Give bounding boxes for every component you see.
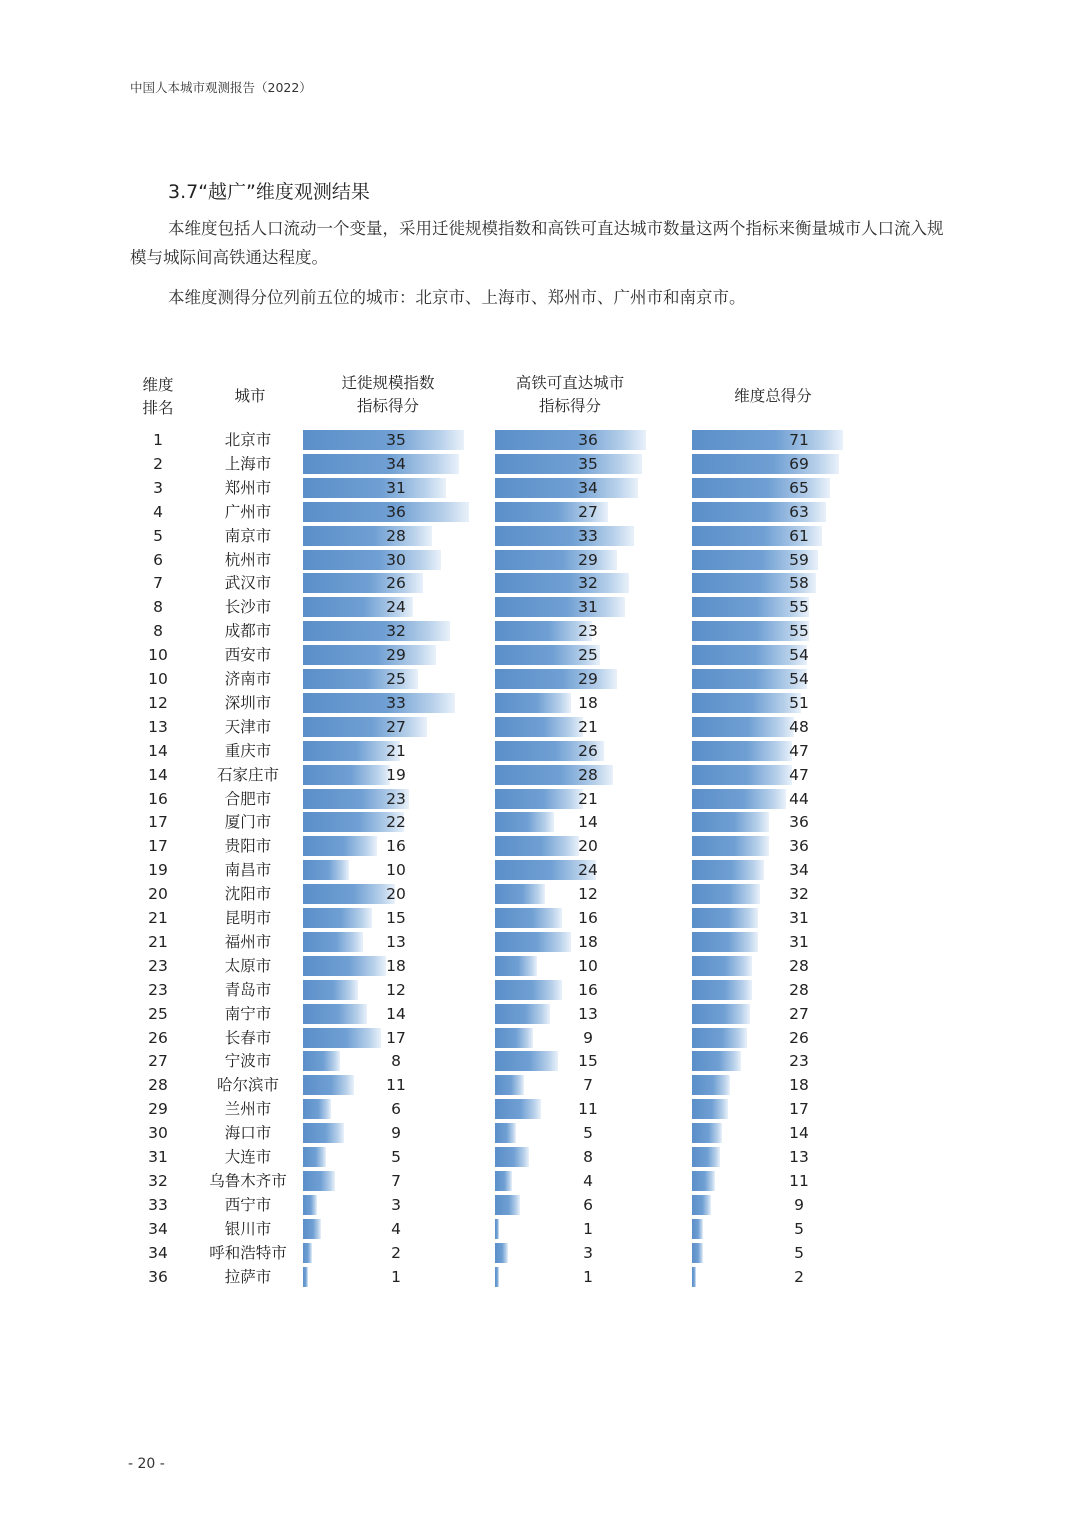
rail-bar bbox=[495, 1243, 508, 1263]
migration-value: 18 bbox=[386, 956, 406, 975]
total-bar bbox=[692, 1051, 741, 1071]
rail-bar bbox=[495, 1123, 516, 1143]
rank-cell: 30 bbox=[148, 1124, 168, 1143]
table-row bbox=[0, 930, 1080, 954]
total-value: 69 bbox=[789, 454, 809, 473]
table-row bbox=[0, 906, 1080, 930]
rail-value: 16 bbox=[578, 909, 598, 927]
rail-bar bbox=[495, 1195, 520, 1215]
total-value: 34 bbox=[789, 861, 809, 880]
header-rail-line1: 高铁可直达城市 bbox=[515, 374, 625, 392]
city-cell: 重庆市 bbox=[224, 741, 272, 760]
intro-paragraph: 本维度包括人口流动一个变量，采用迁徙规模指数和高铁可直达城市数量这两个指标来衡量城市人口流入规模与城际间高铁通达程度。 bbox=[130, 219, 944, 267]
total-value: 54 bbox=[789, 670, 809, 688]
migration-value: 7 bbox=[391, 1171, 401, 1190]
city-cell: 拉萨市 bbox=[224, 1267, 272, 1286]
migration-value: 10 bbox=[386, 861, 406, 880]
rail-bar bbox=[495, 1219, 499, 1239]
rail-value: 34 bbox=[578, 478, 598, 497]
total-bar bbox=[692, 1219, 703, 1239]
city-cell: 银川市 bbox=[224, 1219, 272, 1238]
migration-bar bbox=[303, 1147, 326, 1167]
header-rank-line1: 维度 bbox=[142, 376, 174, 394]
total-value: 13 bbox=[789, 1148, 809, 1166]
migration-value: 27 bbox=[386, 717, 406, 736]
city-cell: 天津市 bbox=[224, 717, 272, 736]
table-row bbox=[0, 882, 1080, 906]
rank-cell: 36 bbox=[148, 1267, 168, 1286]
rail-bar bbox=[495, 980, 562, 1000]
total-value: 51 bbox=[789, 693, 809, 712]
rail-value: 25 bbox=[578, 646, 598, 665]
city-cell: 厦门市 bbox=[224, 813, 272, 832]
city-cell: 北京市 bbox=[224, 431, 272, 449]
migration-value: 2 bbox=[391, 1243, 401, 1262]
total-bar bbox=[692, 980, 752, 1000]
migration-value: 24 bbox=[386, 598, 406, 617]
rail-value: 31 bbox=[578, 598, 598, 617]
table-row bbox=[0, 715, 1080, 739]
city-cell: 南京市 bbox=[224, 526, 272, 545]
total-bar bbox=[692, 1004, 750, 1024]
migration-bar bbox=[303, 1099, 331, 1119]
rail-value: 27 bbox=[578, 502, 598, 521]
header-migration-line2: 指标得分 bbox=[356, 397, 419, 415]
city-cell: 宁波市 bbox=[224, 1052, 272, 1071]
rail-bar bbox=[495, 884, 545, 904]
migration-value: 11 bbox=[386, 1076, 406, 1095]
migration-bar bbox=[303, 1219, 321, 1239]
migration-value: 6 bbox=[391, 1100, 401, 1119]
rank-cell: 21 bbox=[148, 909, 168, 927]
total-value: 28 bbox=[789, 956, 809, 975]
rank-cell: 34 bbox=[148, 1219, 168, 1238]
table-row bbox=[0, 1026, 1080, 1050]
city-cell: 贵阳市 bbox=[224, 837, 272, 856]
total-bar bbox=[692, 932, 758, 952]
city-cell: 郑州市 bbox=[224, 478, 272, 497]
city-cell: 长沙市 bbox=[224, 598, 272, 617]
total-value: 18 bbox=[789, 1076, 809, 1095]
section-title: 3.7“越广”维度观测结果 bbox=[168, 181, 370, 203]
total-value: 61 bbox=[789, 526, 809, 545]
total-value: 63 bbox=[789, 502, 809, 521]
city-cell: 石家庄市 bbox=[216, 765, 279, 784]
migration-value: 30 bbox=[386, 550, 406, 569]
total-value: 27 bbox=[789, 1004, 809, 1023]
total-value: 5 bbox=[794, 1219, 804, 1238]
rail-value: 36 bbox=[578, 431, 598, 449]
rail-bar bbox=[495, 1004, 550, 1024]
rail-value: 10 bbox=[578, 956, 598, 975]
city-cell: 南昌市 bbox=[224, 861, 272, 880]
rank-cell: 3 bbox=[153, 478, 163, 497]
table-row bbox=[0, 500, 1080, 524]
rail-bar bbox=[495, 1147, 529, 1167]
total-value: 65 bbox=[789, 478, 809, 497]
rank-cell: 5 bbox=[153, 526, 163, 545]
table-row bbox=[0, 858, 1080, 882]
table-row bbox=[0, 476, 1080, 500]
total-bar bbox=[692, 908, 758, 928]
migration-value: 12 bbox=[386, 980, 406, 999]
table-row bbox=[0, 1097, 1080, 1121]
rail-value: 20 bbox=[578, 837, 598, 856]
total-value: 36 bbox=[789, 813, 809, 832]
top-five-paragraph: 本维度测得分位列前五位的城市：北京市、上海市、郑州市、广州市和南京市。 bbox=[168, 288, 746, 307]
rank-cell: 23 bbox=[148, 980, 168, 999]
rank-cell: 17 bbox=[148, 813, 168, 832]
rail-value: 16 bbox=[578, 980, 598, 999]
rank-cell: 14 bbox=[148, 765, 168, 784]
rank-cell: 8 bbox=[153, 622, 163, 641]
rail-value: 32 bbox=[578, 574, 598, 593]
total-bar bbox=[692, 1123, 722, 1143]
table-row bbox=[0, 619, 1080, 643]
migration-value: 35 bbox=[386, 431, 406, 449]
total-value: 36 bbox=[789, 837, 809, 856]
running-header: 中国人本城市观测报告（2022） bbox=[130, 80, 312, 95]
table-row bbox=[0, 739, 1080, 763]
table-row bbox=[0, 452, 1080, 476]
rail-value: 24 bbox=[578, 861, 598, 880]
rail-bar bbox=[495, 1267, 499, 1287]
rail-bar bbox=[495, 1171, 512, 1191]
migration-bar bbox=[303, 932, 363, 952]
migration-value: 25 bbox=[386, 670, 406, 688]
migration-bar bbox=[303, 1171, 335, 1191]
table-row bbox=[0, 691, 1080, 715]
migration-value: 15 bbox=[386, 909, 406, 927]
total-value: 31 bbox=[789, 932, 809, 951]
table-row bbox=[0, 1049, 1080, 1073]
rail-bar bbox=[495, 1075, 524, 1095]
table-row bbox=[0, 643, 1080, 667]
total-value: 54 bbox=[789, 646, 809, 665]
rail-value: 1 bbox=[583, 1219, 593, 1238]
migration-bar bbox=[303, 836, 377, 856]
rank-cell: 14 bbox=[148, 741, 168, 760]
city-cell: 济南市 bbox=[224, 670, 272, 688]
rail-bar bbox=[495, 1028, 533, 1048]
rank-cell: 1 bbox=[153, 431, 163, 449]
city-cell: 昆明市 bbox=[224, 909, 272, 927]
migration-value: 22 bbox=[386, 813, 406, 832]
table-row bbox=[0, 595, 1080, 619]
rail-value: 18 bbox=[578, 693, 598, 712]
rank-cell: 4 bbox=[153, 502, 163, 521]
migration-value: 5 bbox=[391, 1148, 401, 1166]
total-bar bbox=[692, 1028, 747, 1048]
total-bar bbox=[692, 1195, 711, 1215]
total-bar bbox=[692, 884, 760, 904]
rail-bar bbox=[495, 693, 571, 713]
migration-value: 17 bbox=[386, 1028, 406, 1047]
total-value: 28 bbox=[789, 980, 809, 999]
migration-bar bbox=[303, 860, 349, 880]
migration-value: 13 bbox=[386, 932, 406, 951]
table-row bbox=[0, 1169, 1080, 1193]
city-cell: 合肥市 bbox=[224, 789, 272, 808]
rail-value: 11 bbox=[578, 1100, 598, 1119]
city-cell: 武汉市 bbox=[224, 574, 272, 593]
migration-bar bbox=[303, 1075, 354, 1095]
city-cell: 杭州市 bbox=[224, 550, 272, 569]
total-value: 47 bbox=[789, 741, 809, 760]
migration-value: 21 bbox=[386, 741, 406, 760]
total-value: 44 bbox=[789, 789, 809, 808]
migration-value: 14 bbox=[386, 1004, 406, 1023]
rail-value: 23 bbox=[578, 622, 598, 641]
rail-bar bbox=[495, 908, 562, 928]
total-bar bbox=[692, 1243, 703, 1263]
total-value: 48 bbox=[789, 717, 809, 736]
total-bar bbox=[692, 1147, 720, 1167]
table-row bbox=[0, 1265, 1080, 1289]
rail-bar bbox=[495, 956, 537, 976]
rank-cell: 6 bbox=[153, 550, 163, 569]
city-cell: 太原市 bbox=[224, 956, 272, 975]
rail-value: 15 bbox=[578, 1052, 598, 1071]
city-cell: 福州市 bbox=[224, 932, 272, 951]
table-row bbox=[0, 1217, 1080, 1241]
table-row bbox=[0, 1145, 1080, 1169]
migration-value: 32 bbox=[386, 622, 406, 641]
city-cell: 西宁市 bbox=[224, 1195, 272, 1214]
rank-cell: 20 bbox=[148, 885, 168, 904]
migration-bar bbox=[303, 908, 372, 928]
city-cell: 大连市 bbox=[224, 1148, 272, 1166]
total-value: 55 bbox=[789, 622, 809, 641]
table-row bbox=[0, 1241, 1080, 1265]
migration-value: 19 bbox=[386, 765, 406, 784]
rank-cell: 17 bbox=[148, 837, 168, 856]
rail-value: 12 bbox=[578, 885, 598, 904]
rank-cell: 16 bbox=[148, 789, 168, 808]
migration-value: 3 bbox=[391, 1195, 401, 1214]
total-value: 58 bbox=[789, 574, 809, 593]
migration-value: 16 bbox=[386, 837, 406, 856]
total-value: 55 bbox=[789, 598, 809, 617]
header-rank-line2: 排名 bbox=[142, 399, 174, 417]
city-cell: 乌鲁木齐市 bbox=[209, 1171, 287, 1190]
rail-value: 3 bbox=[583, 1243, 593, 1262]
total-value: 5 bbox=[794, 1243, 804, 1262]
rail-value: 5 bbox=[583, 1124, 593, 1143]
total-bar bbox=[692, 1099, 728, 1119]
total-value: 32 bbox=[789, 885, 809, 904]
table-row bbox=[0, 428, 1080, 452]
city-cell: 兰州市 bbox=[224, 1100, 272, 1119]
rank-cell: 21 bbox=[148, 932, 168, 951]
total-bar bbox=[692, 1171, 715, 1191]
migration-value: 28 bbox=[386, 526, 406, 545]
table-row bbox=[0, 571, 1080, 595]
rail-value: 18 bbox=[578, 932, 598, 951]
table-row bbox=[0, 1121, 1080, 1145]
table-row bbox=[0, 667, 1080, 691]
rail-value: 1 bbox=[583, 1267, 593, 1286]
rank-cell: 13 bbox=[148, 717, 168, 736]
city-cell: 呼和浩特市 bbox=[209, 1243, 287, 1262]
table-row bbox=[0, 524, 1080, 548]
rank-cell: 29 bbox=[148, 1100, 168, 1119]
rank-cell: 10 bbox=[148, 670, 168, 688]
rank-cell: 34 bbox=[148, 1243, 168, 1262]
rail-value: 21 bbox=[578, 717, 598, 736]
rail-bar bbox=[495, 1051, 558, 1071]
rank-cell: 32 bbox=[148, 1171, 168, 1190]
rail-value: 9 bbox=[583, 1028, 593, 1047]
total-value: 17 bbox=[789, 1100, 809, 1119]
city-cell: 西安市 bbox=[224, 646, 272, 665]
total-value: 26 bbox=[789, 1028, 809, 1047]
rail-value: 7 bbox=[583, 1076, 593, 1095]
rail-value: 29 bbox=[578, 550, 598, 569]
total-bar bbox=[692, 860, 764, 880]
total-bar bbox=[692, 956, 752, 976]
page-number: - 20 - bbox=[128, 1456, 165, 1472]
rank-cell: 23 bbox=[148, 956, 168, 975]
migration-bar bbox=[303, 1243, 312, 1263]
rail-value: 33 bbox=[578, 526, 598, 545]
table-row bbox=[0, 810, 1080, 834]
city-cell: 沈阳市 bbox=[224, 885, 272, 904]
migration-bar bbox=[303, 1267, 308, 1287]
table-row bbox=[0, 763, 1080, 787]
migration-bar bbox=[303, 1004, 367, 1024]
total-bar bbox=[692, 1267, 696, 1287]
total-value: 9 bbox=[794, 1195, 804, 1214]
table-row bbox=[0, 834, 1080, 858]
migration-value: 36 bbox=[386, 502, 406, 521]
rank-cell: 28 bbox=[148, 1076, 168, 1095]
migration-value: 23 bbox=[386, 789, 406, 808]
rail-value: 28 bbox=[578, 765, 598, 784]
rail-value: 8 bbox=[583, 1148, 593, 1166]
total-bar bbox=[692, 789, 786, 809]
city-cell: 成都市 bbox=[224, 622, 272, 641]
rail-value: 26 bbox=[578, 741, 598, 760]
table-row bbox=[0, 548, 1080, 572]
rank-cell: 27 bbox=[148, 1052, 168, 1071]
city-cell: 深圳市 bbox=[224, 693, 272, 712]
table-row bbox=[0, 954, 1080, 978]
city-cell: 南宁市 bbox=[224, 1004, 272, 1023]
city-cell: 长春市 bbox=[224, 1028, 272, 1047]
migration-bar bbox=[303, 1051, 340, 1071]
city-cell: 青岛市 bbox=[224, 980, 272, 999]
migration-value: 9 bbox=[391, 1124, 401, 1143]
rank-cell: 33 bbox=[148, 1195, 168, 1214]
rail-bar bbox=[495, 932, 571, 952]
rank-cell: 10 bbox=[148, 646, 168, 665]
total-value: 11 bbox=[789, 1171, 809, 1190]
city-cell: 广州市 bbox=[224, 502, 272, 521]
migration-value: 20 bbox=[386, 885, 406, 904]
city-cell: 哈尔滨市 bbox=[216, 1076, 279, 1095]
rank-cell: 8 bbox=[153, 598, 163, 617]
migration-bar bbox=[303, 1123, 344, 1143]
rank-cell: 7 bbox=[153, 574, 163, 593]
migration-value: 8 bbox=[391, 1052, 401, 1071]
city-cell: 海口市 bbox=[224, 1124, 272, 1143]
rank-cell: 26 bbox=[148, 1028, 168, 1047]
total-value: 23 bbox=[789, 1052, 809, 1071]
rail-bar bbox=[495, 812, 554, 832]
total-value: 71 bbox=[789, 431, 809, 449]
rail-value: 14 bbox=[578, 813, 598, 832]
rank-cell: 12 bbox=[148, 693, 168, 712]
total-value: 2 bbox=[794, 1267, 804, 1286]
table-row bbox=[0, 787, 1080, 811]
migration-bar bbox=[303, 980, 358, 1000]
city-cell: 上海市 bbox=[224, 454, 272, 473]
table-row bbox=[0, 1073, 1080, 1097]
total-value: 31 bbox=[789, 909, 809, 927]
table-row bbox=[0, 1193, 1080, 1217]
rail-value: 29 bbox=[578, 670, 598, 688]
total-bar bbox=[692, 836, 769, 856]
rail-bar bbox=[495, 1099, 541, 1119]
migration-bar bbox=[303, 1028, 381, 1048]
total-value: 59 bbox=[789, 550, 809, 569]
rail-value: 35 bbox=[578, 454, 598, 473]
rail-value: 21 bbox=[578, 789, 598, 808]
rail-value: 13 bbox=[578, 1004, 598, 1023]
rank-cell: 31 bbox=[148, 1148, 168, 1166]
migration-value: 34 bbox=[386, 454, 406, 473]
migration-value: 33 bbox=[386, 693, 406, 712]
migration-value: 31 bbox=[386, 478, 406, 497]
rail-value: 4 bbox=[583, 1171, 593, 1190]
migration-value: 4 bbox=[391, 1219, 401, 1238]
total-bar bbox=[692, 812, 769, 832]
header-migration-line1: 迁徙规模指数 bbox=[341, 374, 435, 392]
total-value: 47 bbox=[789, 765, 809, 784]
total-value: 14 bbox=[789, 1124, 809, 1143]
header-city: 城市 bbox=[234, 387, 266, 405]
migration-bar bbox=[303, 1195, 317, 1215]
header-total: 维度总得分 bbox=[734, 387, 812, 405]
rail-value: 6 bbox=[583, 1195, 593, 1214]
migration-value: 26 bbox=[386, 574, 406, 593]
rank-cell: 19 bbox=[148, 861, 168, 880]
header-rail-line2: 指标得分 bbox=[538, 397, 601, 415]
rank-cell: 2 bbox=[153, 454, 163, 473]
rank-cell: 25 bbox=[148, 1004, 168, 1023]
migration-value: 29 bbox=[386, 646, 406, 665]
total-bar bbox=[692, 1075, 730, 1095]
migration-value: 1 bbox=[391, 1267, 401, 1286]
table-row bbox=[0, 1002, 1080, 1026]
table-row bbox=[0, 978, 1080, 1002]
